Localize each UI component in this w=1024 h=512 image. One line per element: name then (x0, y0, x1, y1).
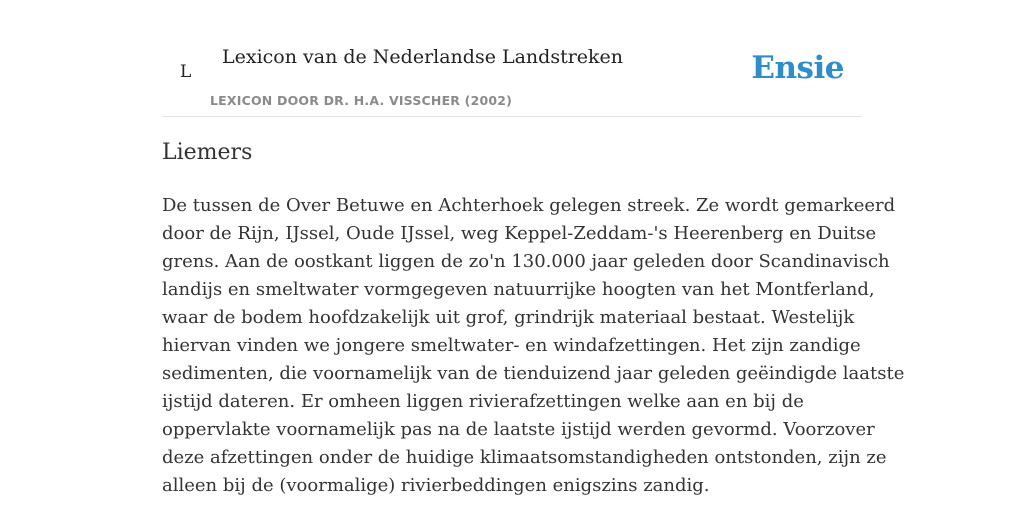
entry-body-line: landijs en smeltwater vormgegeven natuurrijke hoogten van het Montferland, (162, 279, 875, 300)
entry-body-line: alleen bij de (voormalige) rivierbeddingen enigszins zandig. (162, 475, 710, 496)
entry-body-line: oppervlakte voornamelijk pas na de laatste ijstijd werden gevormd. Voorzover (162, 419, 875, 440)
page-container (162, 0, 905, 496)
entry-body-line: sedimenten, die voornamelijk van de tienduizend jaar geleden geëindigde laatste (162, 363, 905, 384)
entry-body-line: hiervan vinden we jongere smeltwater- en windafzettingen. Het zijn zandige (162, 335, 861, 356)
entry-body-line: grens. Aan de oostkant liggen de zo'n 130.000 jaar geleden door Scandinavisch (162, 251, 890, 272)
entry-body-line: waar de bodem hoofdzakelijk uit grof, grindrijk materiaal bestaat. Westelijk (162, 307, 855, 328)
entry-body-line: door de Rijn, IJssel, Oude IJssel, weg Keppel-Zeddam-'s Heerenberg en Duitse (162, 223, 877, 244)
book-initial: L (180, 62, 192, 82)
entry-body-line: ijstijd dateren. Er omheen liggen rivierafzettingen welke aan en bij de (162, 391, 804, 412)
entry-body-line: deze afzettingen onder de huidige klimaatsomstandigheden ontstonden, zijn ze (162, 447, 887, 468)
entry-body-line: De tussen de Over Betuwe en Achterhoek gelegen streek. Ze wordt gemarkeerd (162, 195, 896, 216)
book-title-link[interactable]: Lexicon van de Nederlandse Landstreken (222, 46, 624, 68)
entry-title: Liemers (162, 140, 253, 165)
entry-body (162, 192, 905, 500)
book-header (162, 0, 862, 117)
book-subtitle: LEXICON DOOR DR. H.A. VISSCHER (2002) (210, 93, 513, 108)
ensie-logo[interactable]: Ensie (751, 50, 844, 86)
